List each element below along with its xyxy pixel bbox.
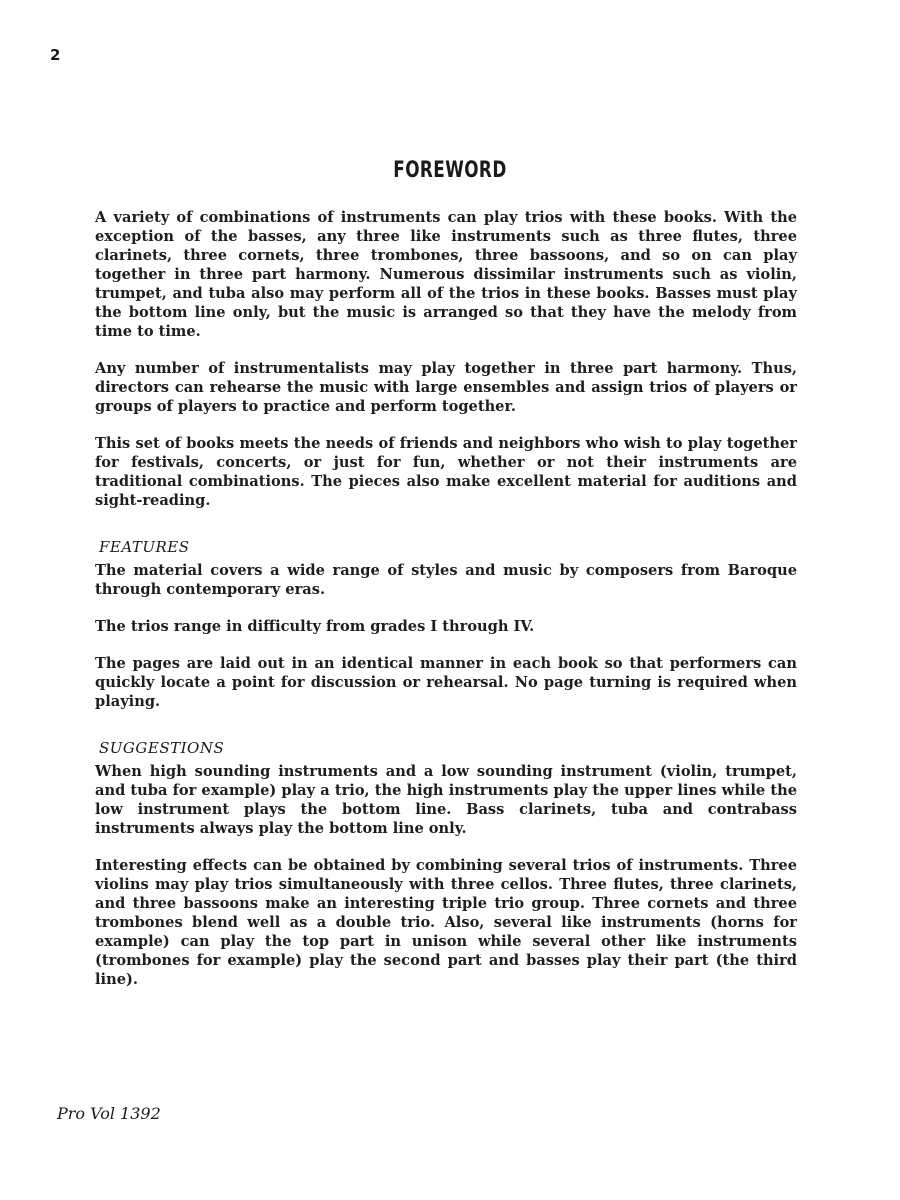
suggestions-paragraph-2: Interesting effects can be obtained by combining several trios of instruments. Three violins may play trios simultaneously with three cellos. Three flutes, three clarinets, and three bassoons make an interesting triple trio group. Three cornets and three trombones blend well as a double trio. Also, several like instruments (horns for example) can play the top part in unison while several other like instruments (trombones for example) play the second part and basses play their part (the third line). — [95, 857, 797, 988]
intro-paragraph-1: A variety of combinations of instruments can play trios with these books. With the exception of the basses, any three like instruments such as three flutes, three clarinets, three cornets, three trombones, three bassoons, and so on can play together in three part harmony. Numerous dissimilar instruments such as violin, trumpet, and tuba also may perform all of the trios in these books. Basses must play the bottom line only, but the music is arranged so that they have the melody from time to time. — [95, 209, 797, 340]
footer-catalog-number: Pro Vol 1392 — [57, 1104, 161, 1123]
features-paragraph-1: The material covers a wide range of styles and music by composers from Baroque through contemporary eras. — [95, 562, 797, 598]
features-heading: FEATURES — [99, 538, 190, 556]
intro-paragraph-3: This set of books meets the needs of friends and neighbors who wish to play together for festivals, concerts, or just for fun, whether or not their instruments are traditional combinations. The pieces also make excellent material for auditions and sight-reading. — [95, 435, 797, 509]
features-paragraph-3: The pages are laid out in an identical manner in each book so that performers can quickly locate a point for discussion or rehearsal. No page turning is required when playing. — [95, 655, 797, 710]
suggestions-paragraph-1: When high sounding instruments and a low sounding instrument (violin, trumpet, and tuba for example) play a trio, the high instruments play the upper lines while the low instrument plays the bottom line. Bass clarinets, tuba and contrabass instruments always play the bottom line only. — [95, 763, 797, 837]
page-number: 2 — [50, 46, 61, 64]
features-paragraph-2: The trios range in difficulty from grades I through IV. — [95, 618, 535, 635]
suggestions-heading: SUGGESTIONS — [99, 739, 225, 757]
foreword-body — [95, 208, 797, 1007]
intro-paragraph-2: Any number of instrumentalists may play together in three part harmony. Thus, directors can rehearse the music with large ensembles and assign trios of players or groups of players to practice and perform together. — [95, 360, 797, 415]
page-title: FOREWORD — [393, 158, 507, 183]
